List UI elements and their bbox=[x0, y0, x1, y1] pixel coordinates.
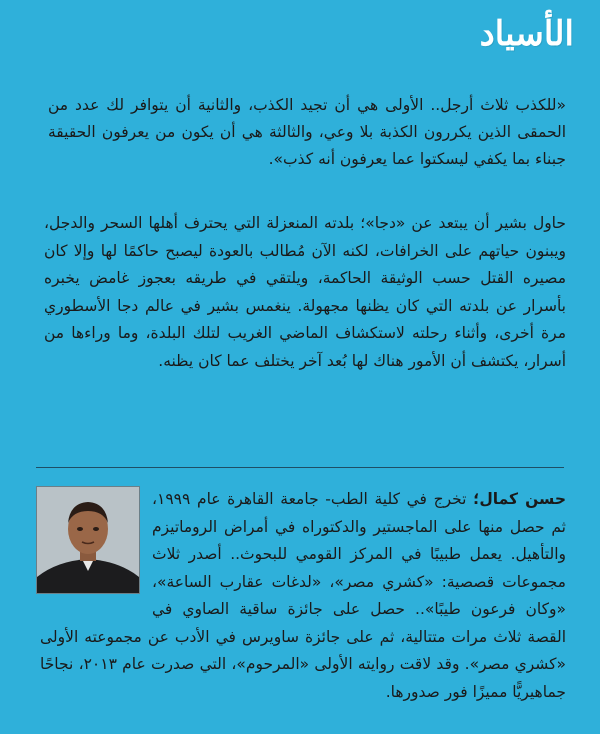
author-bio bbox=[40, 486, 566, 706]
author-name: حسن كمال؛ bbox=[473, 490, 566, 508]
photo-spacer bbox=[40, 486, 152, 604]
publisher-logo: الأسياد bbox=[479, 14, 574, 54]
epigraph-quote: «للكذب ثلاث أرجل.. الأولى هي أن تجيد الكذب، والثانية أن يتوافر لك عدد من الحمقى الذين يكررون الكذبة بلا وعي، والثالثة هي أن يكون من يعرفون الحقيقة جبناء بما يكفي ليسكتوا عما يعرفون أنه كذب». bbox=[48, 96, 566, 168]
author-bio-text: تخرج في كلية الطب- جامعة القاهرة عام ١٩٩٩، ثم حصل منها على الماجستير والدكتوراه في أمراض الروماتيزم والتأهيل. يعمل طبيبًا في المركز القومي للبحوث.. أصدر ثلاث مجموعات قصصية: «كشري مصر»، «لدغات عقارب الساعة»، «وكان فرعون طيبًا».. حصل على جائزة ساقية الصاوي في القصة ثلاث مرات متتالية، ثم على جائزة ساويرس في الأدب عن مجموعته الأولى «كشري مصر». وقد لاقت روايته الأولى «المرحوم»، التي صدرت عام ٢٠١٣، نجاحًا جماهيريًّا مميزًا فور صدورها. bbox=[40, 490, 566, 701]
section-divider bbox=[36, 467, 564, 468]
book-summary: حاول بشير أن يبتعد عن «دجا»؛ بلدته المنعزلة التي يحترف أهلها السحر والدجل، ويبنون حياتهم على الخرافات، لكنه الآن مُطالب بالعودة ليصبح حاكمًا لها وإلا كان مصيره القتل حسب الوثيقة الحاكمة، ويلتقي في طريقه بعجوز غامض يخبره بأسرار عن بلدته التي كان يظنها مجهولة. ينغمس بشير في عالم دجا الأسطوري مرة أخرى، وأثناء رحلته لاستكشاف الماضي الغريب لتلك البلدة، وما وراءها من أسرار، يكتشف أن الأمور هناك لها بُعد آخر يختلف عما كان يظنه. bbox=[44, 214, 566, 370]
